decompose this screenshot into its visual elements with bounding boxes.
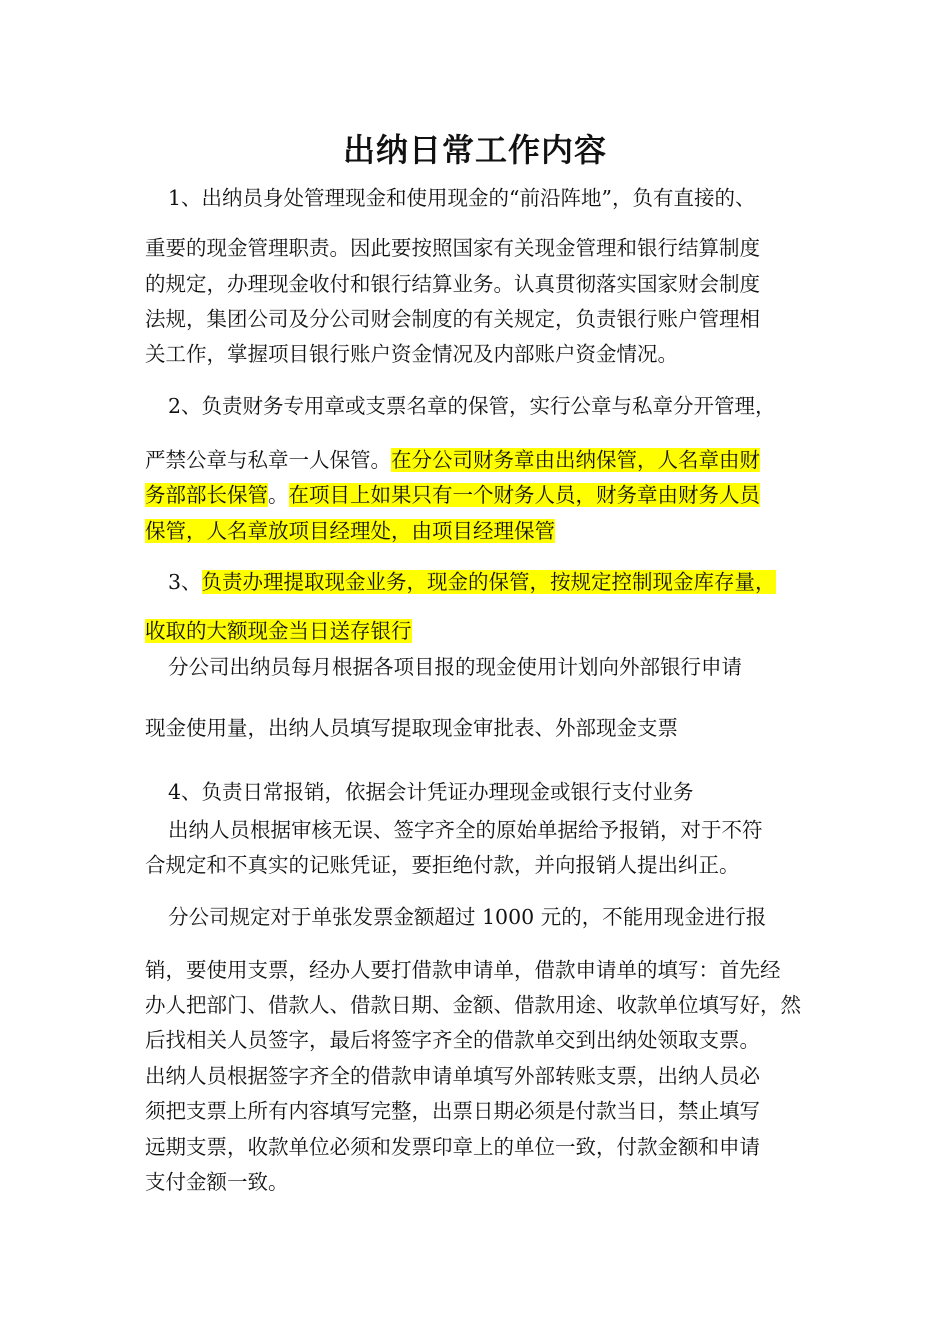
text-segment: 销，要使用支票，经办人要打借款申请单，借款申请单的填写：首先经 — [145, 958, 781, 982]
text-line — [145, 956, 781, 984]
text-segment: 重要的现金管理职责。因此要按照国家有关现金管理和银行结算制度 — [145, 236, 760, 260]
text-segment: 须把支票上所有内容填写完整，出票日期必须是付款当日，禁止填写 — [145, 1099, 760, 1123]
highlighted-text: 在分公司财务章由出纳保管，人名章由财 — [391, 448, 760, 472]
text-segment: 分公司出纳员每月根据各项目报的现金使用计划向外部银行申请 — [168, 655, 742, 679]
text-segment: 关工作，掌握项目银行账户资金情况及内部账户资金情况。 — [145, 342, 678, 366]
highlighted-text: 在项目上如果只有一个财务人员，财务章由财务人员 — [288, 483, 760, 507]
text-segment: 办人把部门、借款人、借款日期、金额、借款用途、收款单位填写好，然 — [145, 993, 801, 1017]
text-line — [145, 991, 801, 1019]
text-line — [145, 481, 760, 509]
text-line — [145, 1133, 760, 1161]
text-segment: 分公司规定对于单张发票金额超过 1000 元的，不能用现金进行报 — [168, 905, 767, 929]
text-segment: 远期支票，收款单位必须和发票印章上的单位一致，付款金额和申请 — [145, 1135, 760, 1159]
text-segment: 出纳人员根据签字齐全的借款申请单填写外部转账支票，出纳人员必 — [145, 1064, 760, 1088]
text-line — [145, 714, 678, 742]
highlighted-text: 负责办理提取现金业务，现金的保管，按规定控制现金库存量， — [201, 570, 776, 594]
text-line — [145, 340, 678, 368]
text-line — [168, 778, 694, 806]
text-segment: 的规定，办理现金收付和银行结算业务。认真贯彻落实国家财会制度 — [145, 272, 760, 296]
text-line — [145, 1097, 760, 1125]
text-segment: 法规，集团公司及分公司财会制度的有关规定，负责银行账户管理相 — [145, 307, 760, 331]
text-line — [168, 903, 766, 931]
text-line — [145, 517, 555, 545]
text-line — [168, 392, 776, 420]
text-segment: 合规定和不真实的记账凭证，要拒绝付款，并向报销人提出纠正。 — [145, 853, 740, 877]
text-segment: 2、负责财务专用章或支票名章的保管，实行公章与私章分开管理， — [168, 394, 776, 418]
text-line — [145, 1168, 289, 1196]
text-line — [145, 270, 760, 298]
text-line — [168, 184, 756, 212]
text-line — [168, 568, 776, 596]
text-line — [145, 305, 760, 333]
text-segment: 。 — [268, 483, 289, 507]
text-line — [145, 1026, 760, 1054]
text-line — [168, 816, 763, 844]
highlighted-text: 务部部长保管 — [145, 483, 268, 507]
text-line — [145, 617, 412, 645]
text-segment: 支付金额一致。 — [145, 1170, 289, 1194]
text-line — [145, 851, 740, 879]
text-line — [168, 653, 742, 681]
text-segment: 4、负责日常报销，依据会计凭证办理现金或银行支付业务 — [168, 780, 694, 804]
text-line — [145, 446, 760, 474]
text-line — [145, 234, 760, 262]
highlighted-text: 收取的大额现金当日送存银行 — [145, 619, 412, 643]
text-segment: 后找相关人员签字，最后将签字齐全的借款单交到出纳处领取支票。 — [145, 1028, 760, 1052]
text-segment: 3、 — [168, 570, 202, 594]
text-segment: 现金使用量，出纳人员填写提取现金审批表、外部现金支票 — [145, 716, 678, 740]
text-segment: 1、出纳员身处管理现金和使用现金的“前沿阵地”，负有直接的、 — [168, 186, 756, 210]
highlighted-text: 保管，人名章放项目经理处，由项目经理保管 — [145, 519, 555, 543]
text-segment: 严禁公章与私章一人保管。 — [145, 448, 391, 472]
text-line — [145, 1062, 760, 1090]
document-title: 出纳日常工作内容 — [342, 131, 607, 169]
text-segment: 出纳人员根据审核无误、签字齐全的原始单据给予报销，对于不符 — [168, 818, 763, 842]
